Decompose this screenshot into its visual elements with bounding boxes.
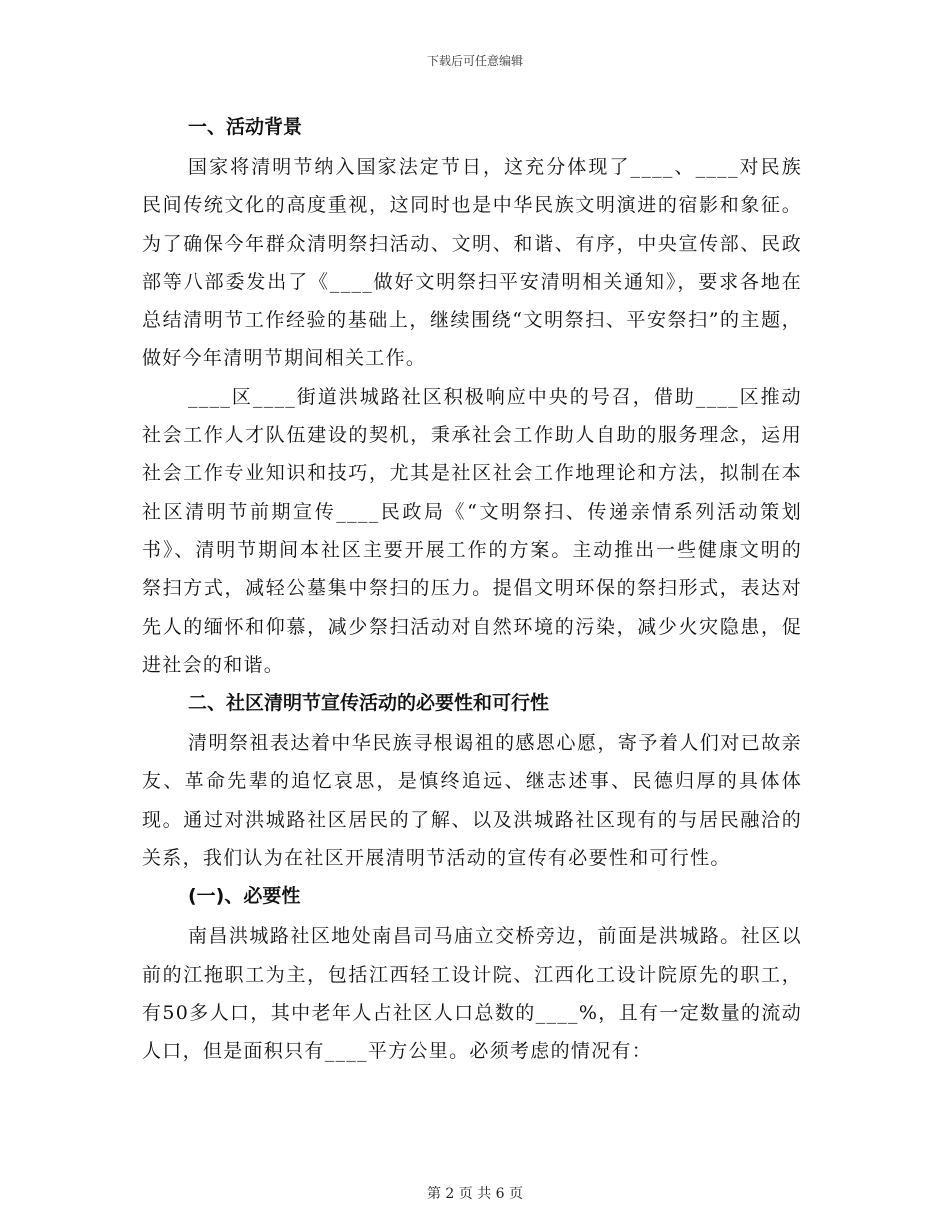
- document-body: [142, 112, 802, 1071]
- section-heading-necessity-feasibility: 二、社区清明节宣传活动的必要性和可行性: [188, 692, 550, 715]
- paragraph-necessity: 南昌洪城路社区地处南昌司马庙立交桥旁边，前面是洪城路。社区以前的江拖职工为主，包括江西轻工设计院、江西化工设计院原先的职工，有50多人口，其中老年人占社区人口总数的____%，且有一定数量的流动人口，但是面积只有____平方公里。必须考虑的情况有：: [142, 925, 802, 1063]
- paragraph-background-2: ____区____街道洪城路社区积极响应中央的号召，借助____区推动社会工作人才队伍建设的契机，秉承社会工作助人自助的服务理念，运用社会工作专业知识和技巧，尤其是社区社会工作地理论和方法，拟制在本社区清明节前期宣传____民政局《“文明祭扫、传递亲情系列活动策划书》、清明节期间本社区主要开展工作的方案。主动推出一些健康文明的祭扫方式，减轻公墓集中祭扫的压力。提倡文明环保的祭扫形式，表达对先人的缅怀和仰慕，减少祭扫活动对自然环境的污染，减少火灾隐患，促进社会的和谐。: [142, 385, 802, 676]
- paragraph-background-1: 国家将清明节纳入国家法定节日，这充分体现了____、____对民族民间传统文化的高度重视，这同时也是中华民族文明演进的宿影和象征。为了确保今年群众清明祭扫活动、文明、和谐、有序，中央宣传部、民政部等八部委发出了《____做好文明祭扫平安清明相关通知》，要求各地在总结清明节工作经验的基础上，继续围绕“文明祭扫、平安祭扫”的主题，做好今年清明节期间相关工作。: [142, 156, 802, 370]
- page-footer-page-number: 第 2 页 共 6 页: [426, 1186, 524, 1202]
- section-heading-background: 一、活动背景: [188, 116, 303, 138]
- section-heading-necessity: (一)、必要性: [188, 885, 301, 908]
- paragraph-necessity-feasibility: 清明祭祖表达着中华民族寻根谒祖的感恩心愿，寄予着人们对已故亲友、革命先辈的追忆哀思，是慎终追远、继志述事、民德归厚的具体体现。通过对洪城路社区居民的了解、以及洪城路社区现有的与居民融洽的关系，我们认为在社区开展清明节活动的宣传有必要性和可行性。: [142, 732, 802, 870]
- page-header-note: 下载后可任意编辑: [426, 54, 523, 68]
